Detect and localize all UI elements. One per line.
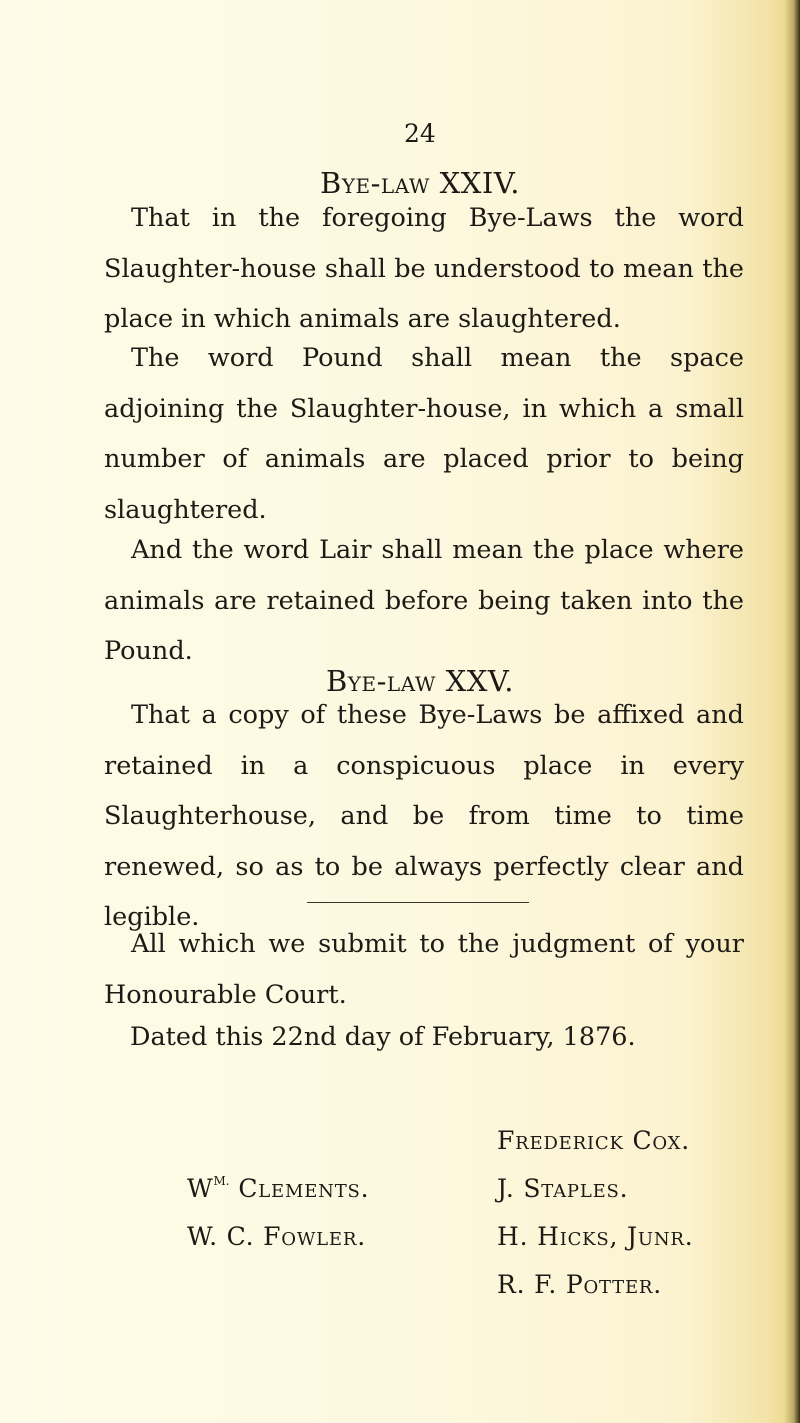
signature-j-staples: J. Staples. (497, 1174, 629, 1203)
paragraph: That in the foregoing Bye-Laws the word Slaughter-house shall be understood to mean the place in which animals are slaughtered. (104, 203, 744, 334)
paragraph: The word Pound shall mean the space adjoining the Slaughter-house, in which a small number of animals are placed prior to being slaughtered. (104, 343, 744, 525)
date-line: Dated this 22nd day of February, 1876. (130, 1022, 636, 1052)
signature-name: Clements. (238, 1174, 370, 1203)
paragraph: And the word Lair shall mean the place where animals are retained before being taken into the Pound. (104, 535, 744, 666)
heading-prefix: Bye-law (326, 664, 436, 698)
signature-superscript: M. (213, 1174, 230, 1188)
closing-paragraph: All which we submit to the judgment of your Honourable Court. (104, 929, 744, 1010)
signature-name: W. C. Fowler. (187, 1222, 366, 1251)
signature-wm-clements (187, 1174, 369, 1203)
signature-frederick-cox: Frederick Cox. (497, 1126, 690, 1155)
paragraph: That a copy of these Bye-Laws be affixed and retained in a conspicuous place in every Slaughterhouse, and be from time to time renewed, so as to be always perfectly clear and legible. (104, 700, 744, 932)
heading-prefix: Bye-law (320, 166, 430, 200)
signature-prefix: W (187, 1174, 214, 1203)
heading-number: XXIV. (439, 166, 520, 200)
page-edge-shadow (784, 0, 800, 1423)
signature-w-c-fowler (187, 1222, 366, 1251)
section-divider (307, 902, 529, 903)
signature-h-hicks: H. Hicks, Junr. (497, 1222, 694, 1251)
page-number: 24 (404, 119, 436, 148)
heading-number: XXV. (445, 664, 514, 698)
signature-r-f-potter: R. F. Potter. (497, 1270, 663, 1299)
